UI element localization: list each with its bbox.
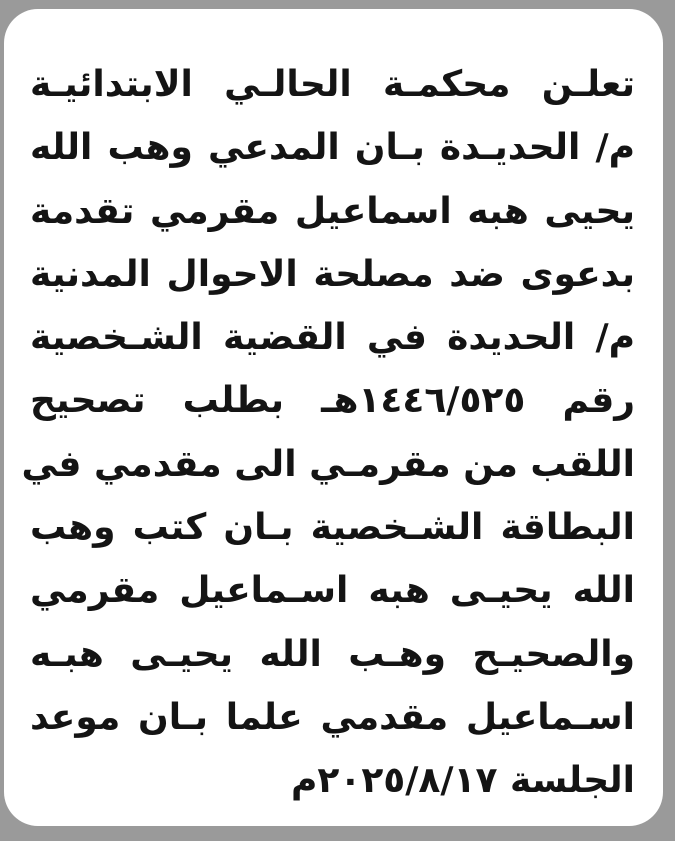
notice-line-date: الجلسة ٢٠٢٥/٨/١٧م bbox=[291, 760, 635, 802]
notice-line: الله يحيـى هبه اسـماعيل مقرمي bbox=[30, 570, 635, 612]
notice-line: م/ الحديـدة بـان المدعي وهب الله bbox=[30, 127, 635, 169]
notice-line: تعلـن محكمـة الحالـي الابتدائيـة bbox=[30, 64, 635, 105]
notice-line: البطاقة الشـخصية بـان كتب وهب bbox=[30, 507, 635, 549]
notice-line: والصحيـح وهـب الله يحيـى هبـه bbox=[30, 633, 635, 675]
notice-line: م/ الحديدة في القضية الشـخصية bbox=[30, 317, 635, 359]
notice-line: اسـماعيل مقدمي علما بـان موعد bbox=[30, 696, 635, 738]
court-notice-text bbox=[21, 53, 635, 813]
notice-line: اللقب من مقرمـي الى مقدمي في bbox=[21, 443, 635, 485]
notice-card bbox=[4, 9, 663, 826]
notice-line: بدعوى ضد مصلحة الاحوال المدنية bbox=[30, 253, 635, 295]
notice-line: يحيى هبه اسماعيل مقرمي تقدمة bbox=[30, 190, 635, 232]
notice-line: رقم ١٤٤٦/٥٢٥هـ بطلب تصحيح bbox=[30, 380, 635, 422]
